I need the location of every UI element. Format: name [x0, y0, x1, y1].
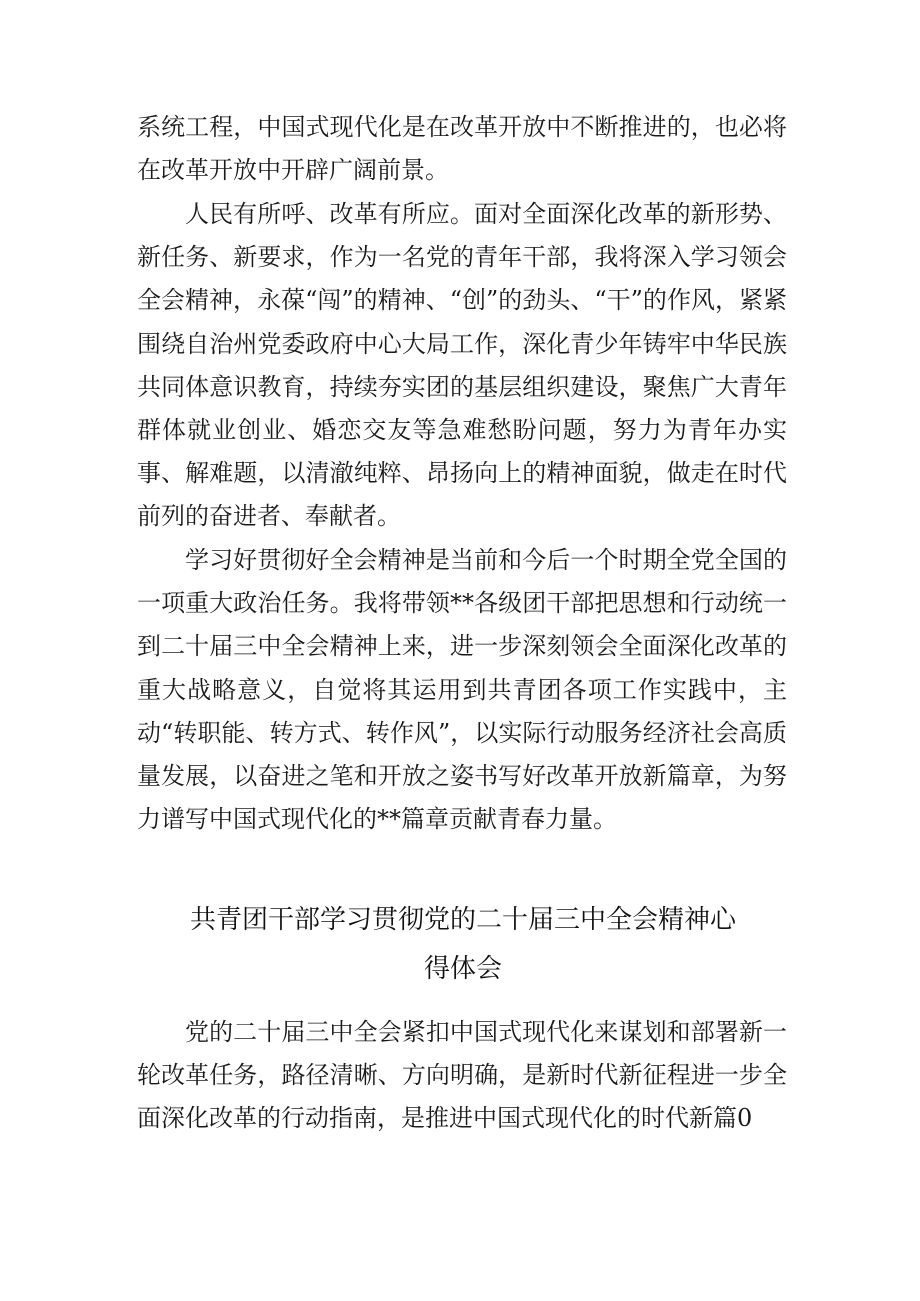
- paragraph-plenary-intro: 党的二十届三中全会紧扣中国式现代化来谋划和部署新一轮改革任务，路径清晰、方向明确，是新时代新征程进一步全面深化改革的行动指南，是推进中国式现代化的时代新篇0: [137, 1018, 787, 1133]
- paragraph-continuation: 系统工程，中国式现代化是在改革开放中不断推进的，也必将在改革开放中开辟广阔前景。: [137, 113, 787, 185]
- paragraph-people-reform: 人民有所呼、改革有所应。面对全面深化改革的新形势、新任务、新要求，作为一名党的青年干部，我将深入学习领会全会精神，永葆“闯”的精神、“创”的劲头、“干”的作风，紧紧围绕自治州党委政府中心大局工作，深化青少年铸牢中华民族共同体意识教育，持续夯实团的基层组织建设，聚焦广大青年群体就业创业、婚恋交友等急难愁盼问题，努力为青年办实事、解难题，以清澈纯粹、昂扬向上的精神面貌，做走在时代前列的奋进者、奉献者。: [137, 200, 787, 531]
- document-title: 共青团干部学习贯彻党的二十届三中全会精神心得体会: [189, 905, 736, 984]
- paragraph-study-plenary: 学习好贯彻好全会精神是当前和今后一个时期全党全国的一项重大政治任务。我将带领**各级团干部把思想和行动统一到二十届三中全会精神上来，进一步深刻领会全面深化改革的重大战略意义，自觉将其运用到共青团各项工作实践中，主动“转职能、转方式、转作风”，以实际行动服务经济社会高质量发展，以奋进之笔和开放之姿书写好改革开放新篇章，为努力谱写中国式现代化的**篇章贡献青春力量。: [137, 546, 787, 834]
